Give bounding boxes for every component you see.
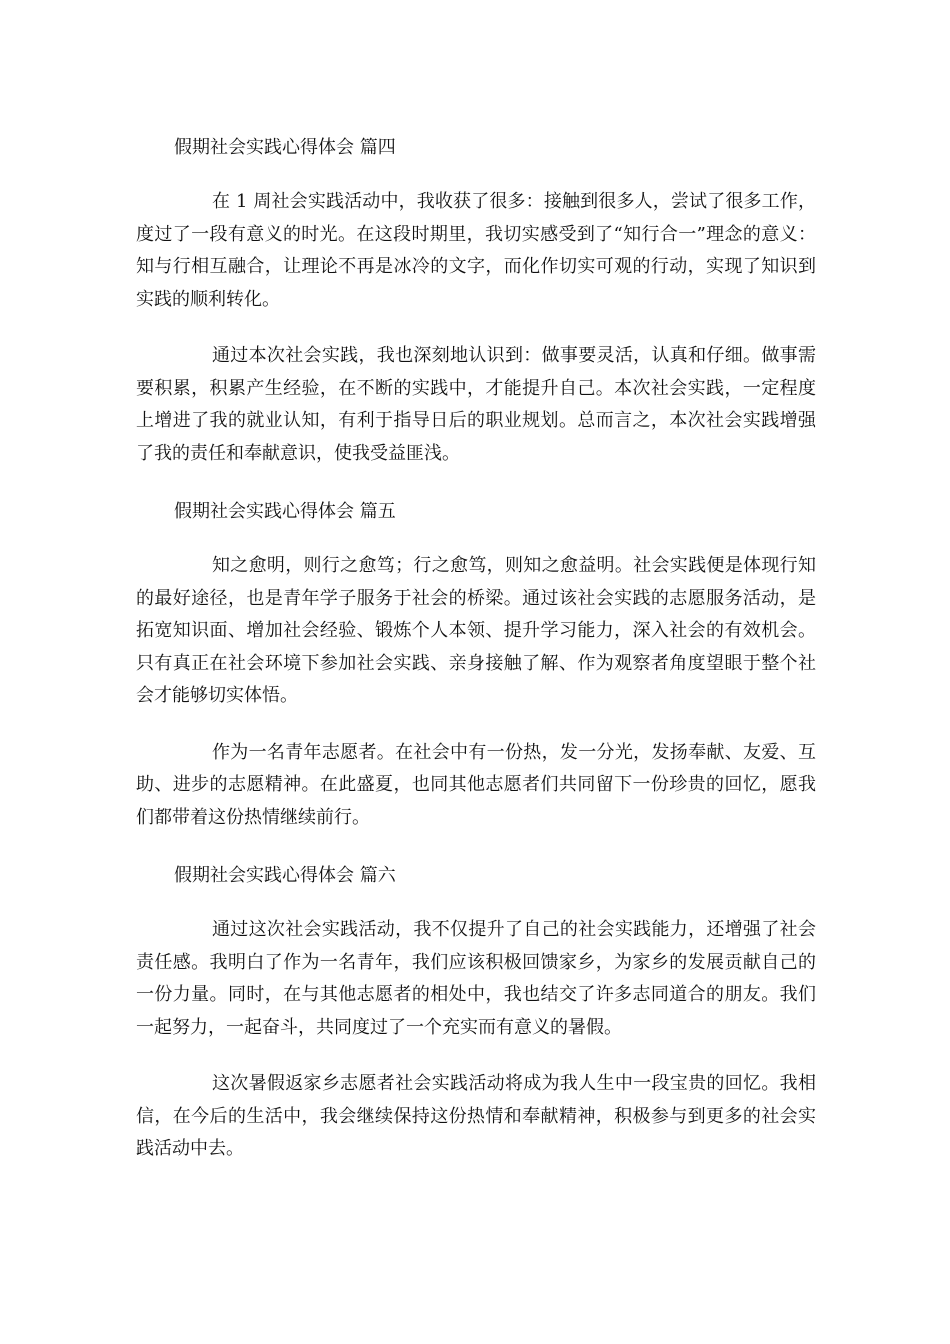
section-6 <box>136 858 816 1166</box>
paragraph: 通过这次社会实践活动，我不仅提升了自己的社会实践能力，还增强了社会责任感。我明白了作为一名青年，我们应该积极回馈家乡，为家乡的发展贡献自己的一份力量。同时，在与其他志愿者的相处中，我也结交了许多志同道合的朋友。我们一起努力，一起奋斗，共同度过了一个充实而有意义的暑假。 <box>136 919 816 1038</box>
section-4 <box>136 130 816 470</box>
paragraph: 通过本次社会实践，我也深刻地认识到：做事要灵活，认真和仔细。做事需要积累，积累产生经验，在不断的实践中，才能提升自己。本次社会实践，一定程度上增进了我的就业认知，有利于指导日后的职业规划。总而言之，本次社会实践增强了我的责任和奉献意识，使我受益匪浅。 <box>136 345 816 464</box>
section-title: 假期社会实践心得体会 篇六 <box>174 865 396 886</box>
section-title: 假期社会实践心得体会 篇五 <box>174 501 396 522</box>
document-body <box>136 130 816 1190</box>
paragraph: 这次暑假返家乡志愿者社会实践活动将成为我人生中一段宝贵的回忆。我相信，在今后的生活中，我会继续保持这份热情和奉献精神，积极参与到更多的社会实践活动中去。 <box>136 1073 816 1159</box>
paragraph: 知之愈明，则行之愈笃；行之愈笃，则知之愈益明。社会实践便是体现行知的最好途径，也是青年学子服务于社会的桥梁。通过该社会实践的志愿服务活动，是拓宽知识面、增加社会经验、锻炼个人本领、提升学习能力，深入社会的有效机会。只有真正在社会环境下参加社会实践、亲身接触了解、作为观察者角度望眼于整个社会才能够切实体悟。 <box>136 555 816 706</box>
section-title: 假期社会实践心得体会 篇四 <box>174 137 396 158</box>
paragraph: 作为一名青年志愿者。在社会中有一份热，发一分光，发扬奉献、友爱、互助、进步的志愿精神。在此盛夏，也同其他志愿者们共同留下一份珍贵的回忆，愿我们都带着这份热情继续前行。 <box>136 741 816 828</box>
section-5 <box>136 494 816 834</box>
paragraph: 在 1 周社会实践活动中，我收获了很多：接触到很多人，尝试了很多工作，度过了一段有意义的时光。在这段时期里，我切实感受到了“知行合一”理念的意义：知与行相互融合，让理论不再是冰冷的文字，而化作切实可观的行动，实现了知识到实践的顺利转化。 <box>136 191 816 310</box>
